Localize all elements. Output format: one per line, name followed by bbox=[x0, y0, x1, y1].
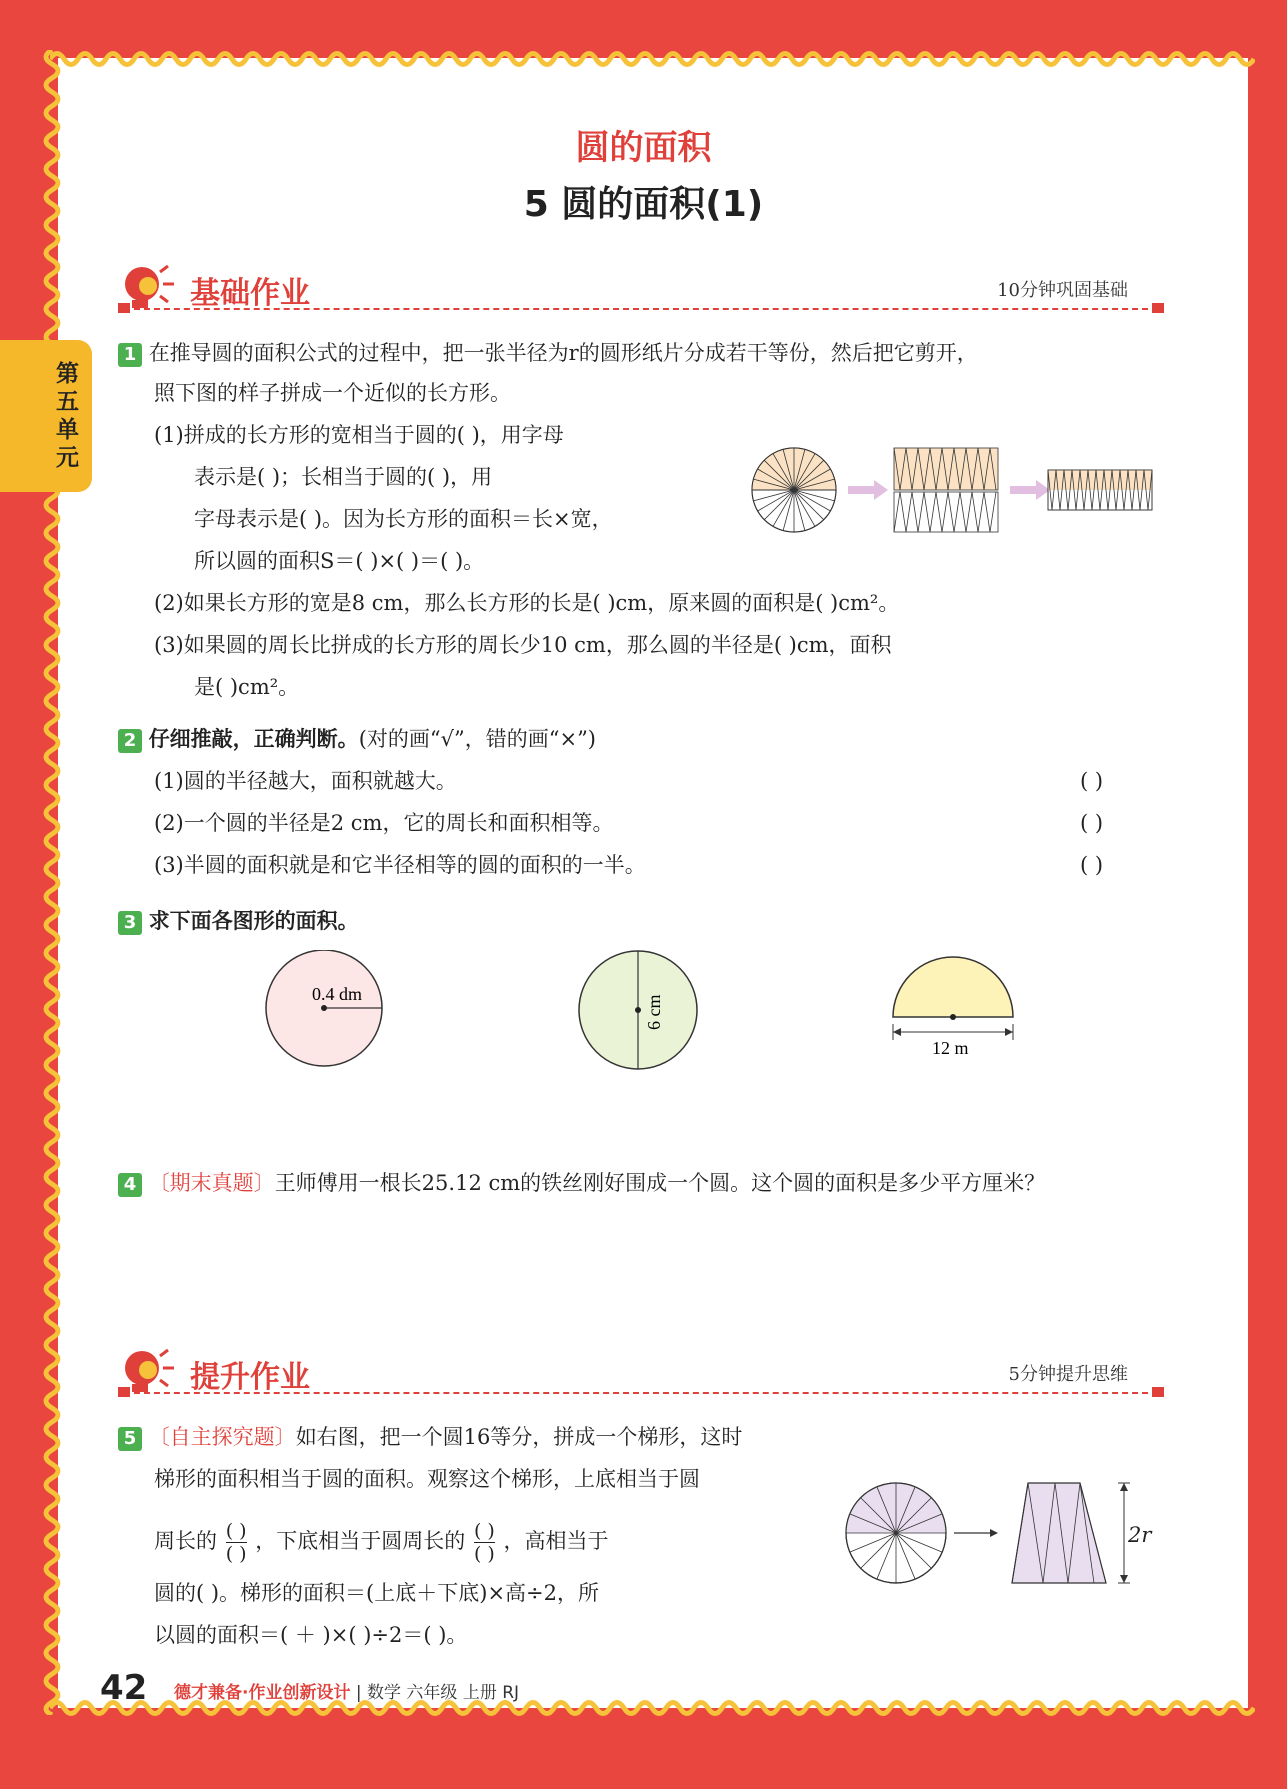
q2-title-line: 2 仔细推敲，正确判断。(对的画“√”，错的画“×”) bbox=[118, 724, 596, 754]
q1-part1b: 表示是( )；长相当于圆的( )，用 bbox=[194, 465, 493, 489]
fraction-2[interactable]: ( ) ( ) bbox=[473, 1520, 495, 1565]
q5-tag: 〔自主探究题〕 bbox=[148, 1425, 296, 1449]
q5-line1: 5 〔自主探究题〕如右图，把一个圆16等分，拼成一个梯形，这时 bbox=[118, 1422, 742, 1452]
semicircle-figure bbox=[888, 954, 1018, 1058]
arrow-right-icon bbox=[954, 1529, 998, 1537]
fraction-1[interactable]: ( ) ( ) bbox=[225, 1520, 247, 1565]
q4-line: 4 〔期末真题〕王师傅用一根长25.12 cm的铁丝刚好围成一个圆。这个圆的面积是多少平方厘米？ bbox=[118, 1168, 1045, 1198]
sliced-circle bbox=[752, 448, 836, 532]
q5-line3: 周长的 ( ) ( ) ，下底相当于圆周长的 ( ) ( ) ，高相当于 bbox=[154, 1520, 609, 1565]
section-advance-label: 提升作业 bbox=[190, 1360, 310, 1395]
q3-number: 3 bbox=[118, 911, 142, 935]
circle-figure-radius bbox=[260, 950, 390, 1070]
section-basic-subtitle: 10分钟巩固基础 bbox=[997, 280, 1128, 301]
q5-line5: 以圆的面积＝( ＋ )×( )÷2＝( )。 bbox=[154, 1623, 468, 1647]
section-advance-subtitle: 5分钟提升思维 bbox=[1008, 1364, 1128, 1385]
circle-to-trapezoid-figure bbox=[842, 1478, 1142, 1588]
unit-label: 第五单元 bbox=[56, 361, 79, 471]
q5-line2: 梯形的面积相当于圆的面积。观察这个梯形，上底相当于圆 bbox=[154, 1467, 700, 1491]
height-label: 2r bbox=[1128, 1523, 1152, 1547]
q2-item-3: (3)半圆的面积就是和它半径相等的圆的面积的一半。 bbox=[154, 853, 646, 877]
q2-answer-2[interactable]: ( ) bbox=[1080, 811, 1104, 835]
arrow-icon-2 bbox=[1010, 480, 1050, 500]
q2-number: 2 bbox=[118, 729, 142, 753]
chapter-title: 圆的面积 bbox=[575, 128, 712, 168]
page-number: 42 bbox=[100, 1668, 148, 1708]
section-advance-header bbox=[118, 1346, 1158, 1406]
q2-item-2: (2)一个圆的半径是2 cm，它的周长和面积相等。 bbox=[154, 811, 614, 835]
circle-to-rectangle-figure bbox=[748, 440, 1158, 540]
q2-answer-1[interactable]: ( ) bbox=[1080, 769, 1104, 793]
q2-item-1: (1)圆的半径越大，面积就越大。 bbox=[154, 769, 457, 793]
section-basic-label: 基础作业 bbox=[190, 276, 310, 311]
circle-16-parts bbox=[846, 1483, 946, 1583]
section-basic-header bbox=[118, 262, 1158, 322]
dashed-divider-2 bbox=[124, 1392, 1158, 1394]
left-wave-border bbox=[40, 50, 64, 1715]
circle-figure-diameter bbox=[576, 948, 700, 1072]
q1-part1c: 字母表示是( )。因为长方形的面积＝长×宽， bbox=[194, 507, 613, 531]
footer-brand: 德才兼备·作业创新设计 bbox=[174, 1683, 351, 1703]
q2-answer-3[interactable]: ( ) bbox=[1080, 853, 1104, 877]
q1-part3b: 是( )cm²。 bbox=[194, 675, 300, 699]
radius-label: 0.4 dm bbox=[312, 984, 363, 1004]
split-strips bbox=[894, 448, 998, 532]
lesson-title: 5 圆的面积(1) bbox=[523, 184, 764, 225]
line-end-right-2 bbox=[1152, 1387, 1164, 1397]
q1-part1d: 所以圆的面积S＝( )×( )＝( )。 bbox=[194, 549, 485, 573]
top-wave-border bbox=[50, 48, 1255, 70]
q1-part2: (2)如果长方形的宽是8 cm，那么长方形的长是( )cm，原来圆的面积是( )cm²。 bbox=[154, 591, 900, 615]
arrow-icon bbox=[848, 480, 888, 500]
footer-text bbox=[174, 1678, 519, 1703]
q1-part3a: (3)如果圆的周长比拼成的长方形的周长少10 cm，那么圆的半径是( )cm，面积 bbox=[154, 633, 892, 657]
trapezoid bbox=[1012, 1483, 1106, 1583]
unit-side-tab bbox=[0, 340, 92, 492]
q1-line1: 1 在推导圆的面积公式的过程中，把一张半径为r的圆形纸片分成若干等份，然后把它剪开， bbox=[118, 338, 978, 368]
q4-number: 4 bbox=[118, 1173, 142, 1197]
q1-number: 1 bbox=[118, 343, 142, 367]
q1-part1a: (1)拼成的长方形的宽相当于圆的( )，用字母 bbox=[154, 423, 564, 447]
q1-line2: 照下图的样子拼成一个近似的长方形。 bbox=[154, 381, 511, 405]
q3-title-line: 3 求下面各图形的面积。 bbox=[118, 906, 359, 936]
line-end-right bbox=[1152, 303, 1164, 313]
dashed-divider bbox=[124, 308, 1158, 310]
q5-number: 5 bbox=[118, 1427, 142, 1451]
diameter-label: 6 cm bbox=[644, 994, 664, 1030]
semicircle-diameter-label: 12 m bbox=[932, 1038, 969, 1058]
footer-subject: | 数学 六年级 上册 RJ bbox=[355, 1683, 520, 1703]
approx-rectangle bbox=[1048, 470, 1152, 510]
q5-line4: 圆的( )。梯形的面积＝(上底＋下底)×高÷2，所 bbox=[154, 1581, 599, 1605]
q4-tag: 〔期末真题〕 bbox=[148, 1171, 275, 1195]
